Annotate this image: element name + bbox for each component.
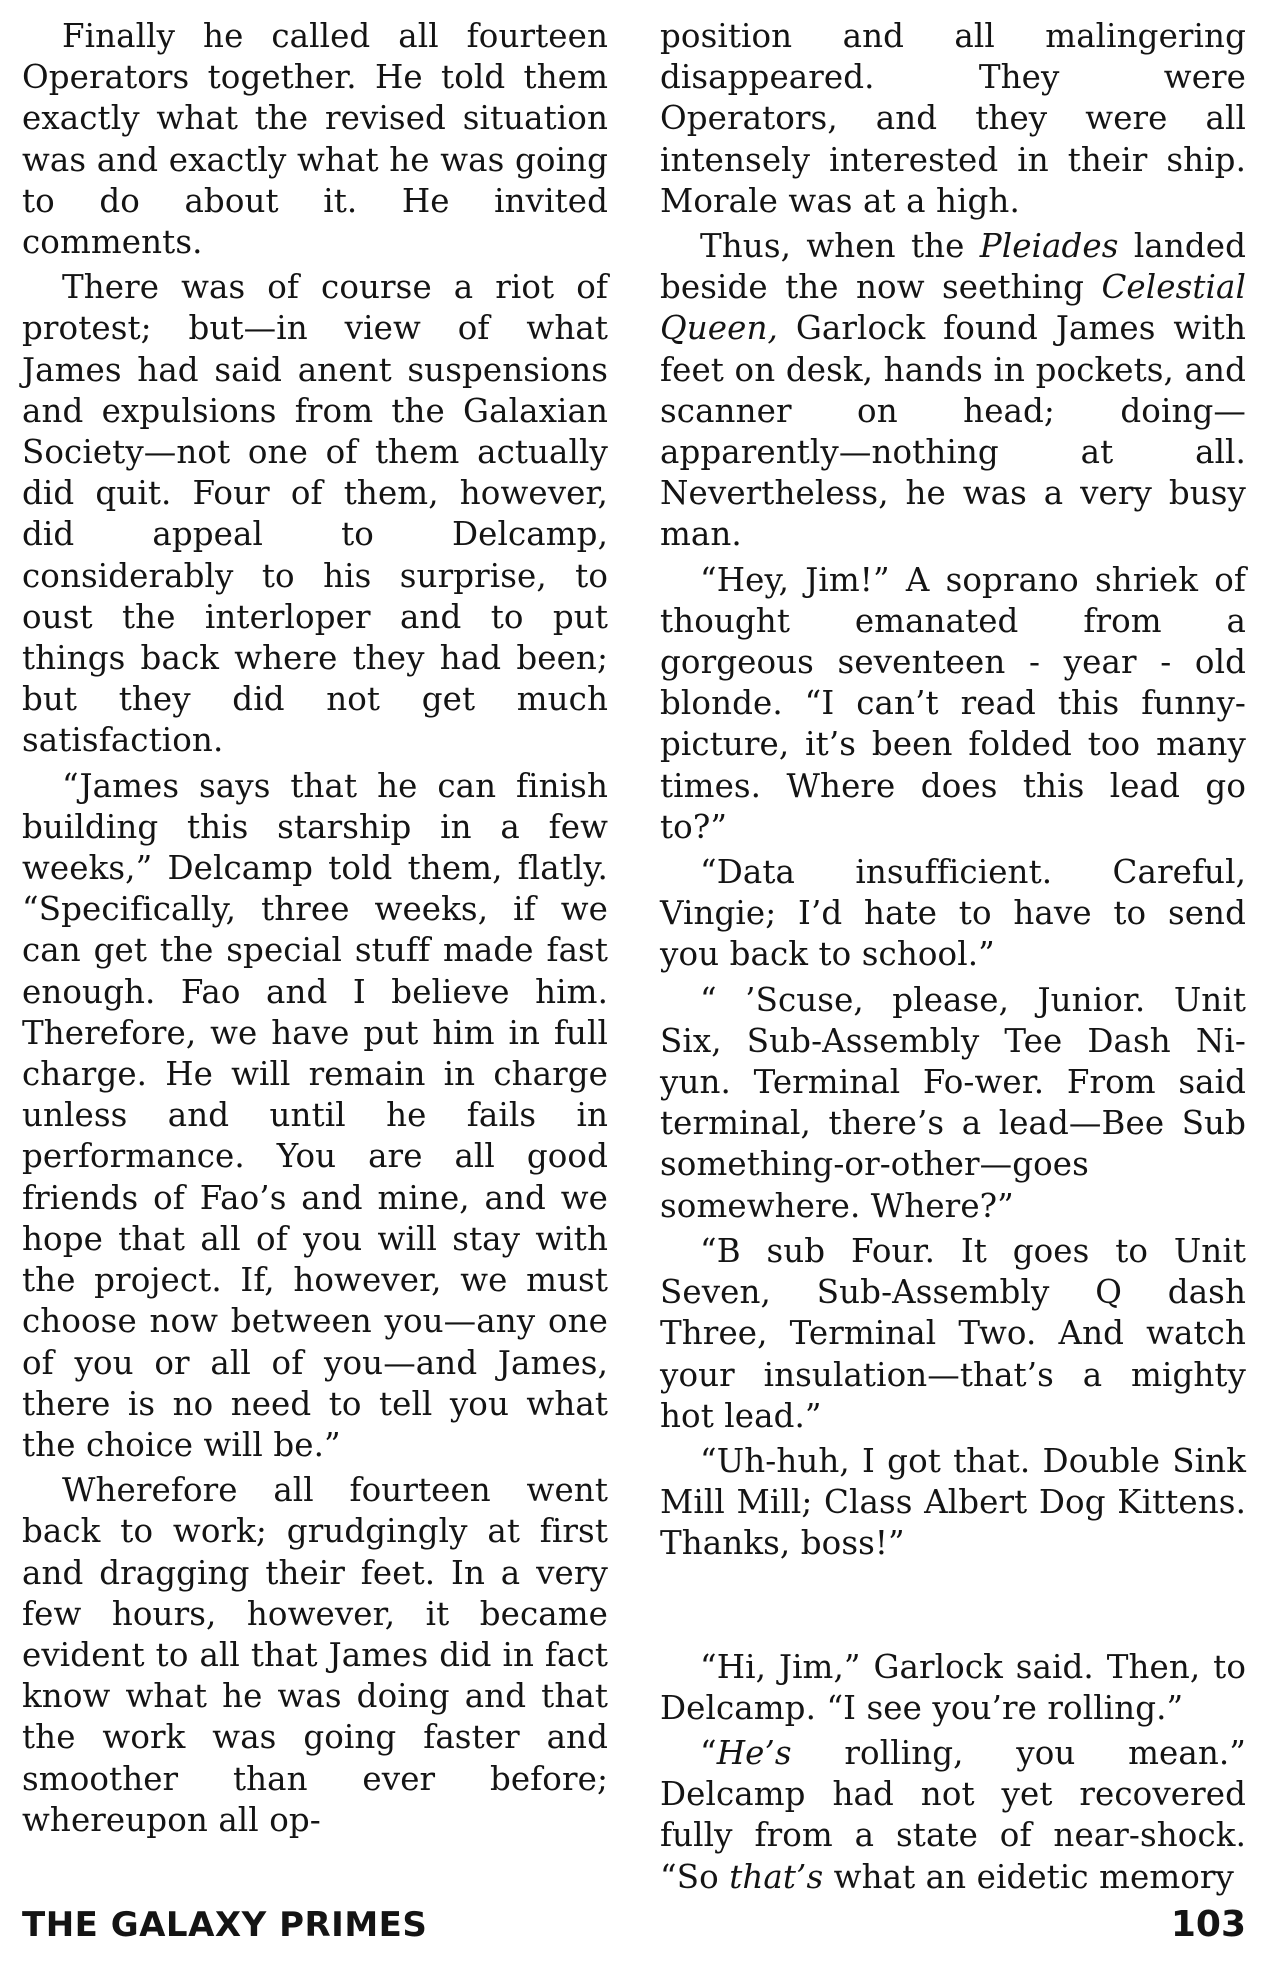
right-text-column — [660, 16, 1246, 1902]
text-run: Finally he called all fourteen Operators together. He told them exactly what the revised situation was and exactly what he was going to do about it. He invited comments. — [22, 17, 608, 262]
text-run: There was of course a riot of protest; but—in view of what James had said anent suspensions and expulsions from the Galaxian Society—not one of them actually did quit. Four of them, however, did appeal to Delcamp, considerably to his surprise, to oust the interloper and to put things back where they had been; but they did not get much satisfaction. — [22, 268, 608, 760]
text-run: Thus, when the — [700, 227, 980, 266]
paragraph — [660, 226, 1246, 556]
paragraph — [660, 1733, 1246, 1898]
text-run: Wherefore all fourteen went back to work; grudgingly at first and dragging their feet. In a very few hours, however, it became evident to all that James did in fact know what he was doing and that the work was going faster and smoother than ever before; whereupon all op- — [22, 1471, 608, 1839]
text-run: “Hi, Jim,” Garlock said. Then, to Delcamp. “I see you’re rolling.” — [660, 1647, 1246, 1727]
paragraph — [22, 16, 608, 263]
paragraph — [660, 16, 1246, 222]
paragraph — [660, 980, 1246, 1227]
text-run: what an eidetic memory — [823, 1857, 1235, 1896]
text-run: “B sub Four. It goes to Unit Seven, Sub-Assembly Q dash Three, Terminal Two. And watch your insulation—that’s a mighty hot lead.” — [660, 1231, 1246, 1435]
paragraph — [660, 852, 1246, 976]
italic-text: that’s — [729, 1857, 824, 1896]
text-run: “James says that he can finish building this starship in a few weeks,” Delcamp told them, flatly. “Specifically, three weeks, if we can get the special stuff made fast enough. Fao and I believe him. Therefore, we have put him in full charge. He will remain in charge unless and until he fails in performance. You are all good friends of Fao’s and mine, and we hope that all of you will stay with the project. If, however, we must choose now between you—any one of you or all of you—and James, there is no need to tell you what the choice will be.” — [22, 766, 608, 1464]
page-footer — [22, 1900, 1246, 1950]
paragraph — [22, 766, 608, 1466]
paragraph — [22, 1470, 608, 1841]
running-title: THE GALAXY PRIMES — [22, 1905, 428, 1945]
text-run: “ ’Scuse, please, Junior. Unit Six, Sub-Assembly Tee Dash Ni-yun. Terminal Fo-wer. From said terminal, there’s a lead—Bee Sub something-or-other—goes somewhere. Where?” — [660, 980, 1246, 1225]
paragraph — [660, 560, 1246, 848]
paragraph — [22, 267, 608, 761]
left-text-column — [22, 16, 608, 1845]
text-run: rolling, you mean.” Delcamp had not yet recovered fully from a state of near-shock. “So — [660, 1733, 1246, 1896]
text-run: position and all malingering disappeared. They were Operators, and they were all intensely interested in their ship. Morale was at a high. — [660, 17, 1246, 220]
italic-text: Pleiades — [979, 227, 1119, 266]
text-run: “Data insufficient. Careful, Vingie; I’d hate to have to send you back to school.” — [660, 853, 1246, 974]
paragraph — [660, 1647, 1246, 1729]
text-run: “Uh-huh, I got that. Double Sink Mill Mill; Class Albert Dog Kittens. Thanks, boss!” — [660, 1441, 1246, 1563]
paragraph — [660, 1231, 1246, 1437]
italic-text: He’s — [716, 1733, 792, 1772]
paragraph — [660, 1441, 1246, 1565]
italic-text: Celestial Queen, — [660, 268, 1246, 348]
text-run: “ — [700, 1733, 717, 1772]
text-run: “Hey, Jim!” A soprano shriek of thought emanated from a gorgeous seventeen - year - old blonde. “I can’t read this funny-picture, it’s been folded too many times. Where does this lead go to?” — [660, 560, 1246, 846]
page-number: 103 — [1170, 1904, 1246, 1945]
text-run: Garlock found James with feet on desk, hands in pockets, and scanner on head; doing—apparently—nothing at all. Nevertheless, he was a very busy man. — [660, 309, 1246, 554]
text-run: landed beside the now seething — [660, 227, 1246, 307]
